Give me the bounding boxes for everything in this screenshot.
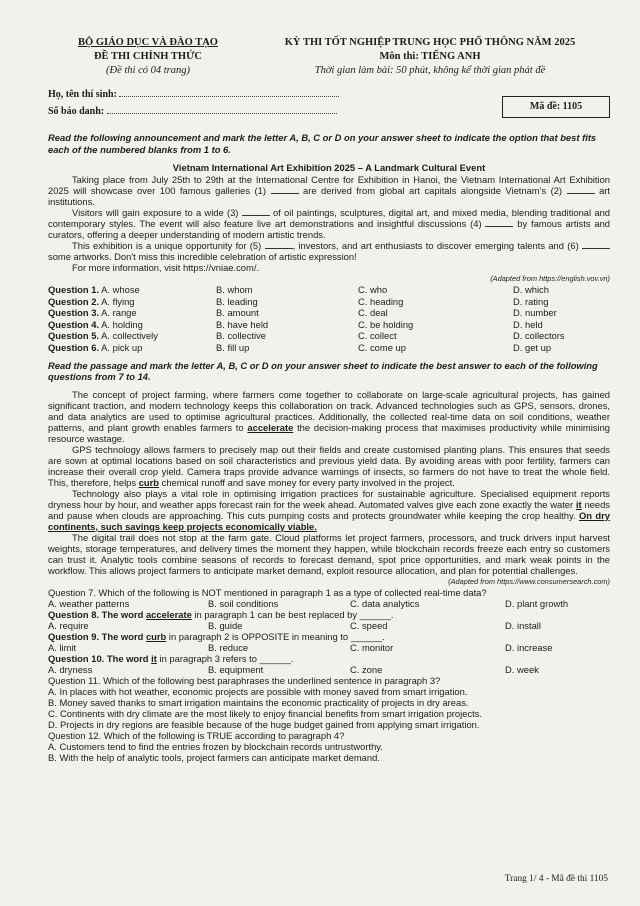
name-label: Họ, tên thí sinh:: [48, 89, 117, 100]
q2-c: C. heading: [358, 295, 404, 307]
ann-source: (Adapted from https://english.vov.vn): [490, 274, 610, 283]
pass-p3a: Technology also plays a vital role in optimising irrigation practices for sustainable agriculture. Specialised equipment reports dryness hour by hour, and weather apps forecast rain for the week ahead. Automated valves give each zone exactly the water: [48, 487, 610, 510]
q10-word: it: [151, 652, 157, 664]
q5-d: D. collectors: [513, 330, 565, 342]
q2-b: B. leading: [216, 295, 258, 307]
exam-title: KỲ THI TỐT NGHIỆP TRUNG HỌC PHỔ THÔNG NĂM 2025: [284, 37, 576, 48]
q6-b: B. fill up: [216, 341, 250, 353]
underlined-sentence: On dry continents, such savings keep projects economically viable.: [48, 509, 610, 532]
blank-2: [567, 185, 595, 194]
q10-d: D. week: [505, 663, 539, 675]
pass-source: (Adapted from https://www.consumersearch.com): [448, 576, 610, 586]
id-label: Số báo danh:: [48, 106, 105, 117]
ann-p3c: some artworks. Don't miss this incredible celebration of artistic expression!: [48, 251, 357, 262]
q9-a: A. limit: [48, 641, 77, 653]
candidate-info: [48, 86, 610, 120]
q6-c: C. come up: [358, 341, 406, 353]
q4-b: B. have held: [216, 318, 269, 330]
q9-b: B. reduce: [208, 641, 249, 653]
q3-c: C. deal: [358, 307, 388, 319]
blank-6: [582, 240, 610, 249]
q11-a: A. In places with hot weather, economic projects are possible with money saved from smart irrigation.: [48, 685, 468, 697]
ann-p4: For more information, visit https://vniae.com/.: [72, 262, 260, 273]
q8-b: B. guide: [208, 619, 243, 631]
word-curb: curb: [138, 476, 160, 488]
q7-a: A. weather patterns: [48, 597, 130, 609]
q4-c: C. be holding: [358, 318, 414, 330]
q8-c: C. speed: [350, 619, 388, 631]
ministry-name: BỘ GIÁO DỤC VÀ ĐÀO TẠO: [78, 37, 218, 48]
q7-b: B. soil conditions: [208, 597, 279, 609]
q9-d: D. increase: [505, 641, 553, 653]
reading-passage: [48, 389, 610, 587]
name-line: [119, 86, 339, 97]
q4-a: Question 4. A. holding: [48, 318, 143, 330]
pass-p1b: the decision-making process that maximises productivity while minimising resource wastage.: [48, 421, 611, 444]
q4-d: D. held: [513, 318, 543, 330]
announcement-title: Vietnam International Art Exhibition 2025 – A Landmark Cultural Event: [172, 162, 486, 173]
q5-a: Question 5. A. collectively: [48, 330, 158, 342]
word-accelerate: accelerate: [247, 421, 294, 433]
exam-header: [48, 36, 610, 78]
official-label: ĐỀ THI CHÍNH THỨC: [93, 51, 203, 62]
q7-stem: Question 7. Which of the following is NOT mentioned in paragraph 1 as a type of collected real-time data?: [48, 586, 487, 598]
q1-b: B. whom: [216, 284, 253, 295]
word-it: it: [575, 498, 582, 510]
q10-c: C. zone: [350, 663, 383, 675]
q10-b: B. equipment: [208, 663, 264, 675]
id-line: [107, 103, 337, 114]
q10-stem-b: in paragraph 3 refers to: [159, 652, 257, 664]
subject-label: Môn thi: TIẾNG ANH: [379, 51, 481, 62]
ann-p1a: Taking place from July 25th to 29th at the International Centre for Exhibition in Hanoi, the Vietnam International Art Exhibition 2025 will showcase over 100 famous galleries (1): [48, 174, 610, 196]
q8-stem-a: Question 8. The word: [48, 608, 144, 620]
blank-1: [271, 185, 299, 194]
q10-a: A. dryness: [48, 663, 93, 675]
q9-c: C. monitor: [350, 641, 394, 653]
page-count: (Đề thi có 04 trang): [106, 65, 190, 76]
q12-b: B. With the help of analytic tools, project farmers can anticipate market demand.: [48, 751, 380, 763]
questions-7-12: Question 7. Which of the following is NOT mentioned in paragraph 1 as a type of collected real-time data? A. weather patterns B. soil conditions C. data analytics D. plant growth Question 8. The word accelerate in paragraph 1 can be best replaced by ______. A. require B. guide C. speed D. install Question 9. The word curb in paragraph 2 is OPPOSITE in meaning to ______. A. limit B. reduce C. monitor D. increase Question 10. The word it in paragraph 3 refers to ______. A. dryness B. equipment C. zone D. week Question 11. Which of the following best paraphrases the underlined sentence in paragraph 3? A. In places with hot weather, economic projects are possible with money saved from smart irrigation. B. Money saved thanks to smart irrigation maintains the economic practicality of projects in dry areas. C. Continents with dry climate are the most likely to enjoy financial benefits from smart irrigation projects. D. Projects in dry regions are feasible because of the huge budget gained from applying smart irrigation. Question 12. Which of the following is TRUE according to paragraph 4? A. Customers tend to find the entries frozen by blockchain records untrustworthy. B. With the help of analytic tools, project farmers can anticipate market demand.: [48, 587, 610, 763]
ann-p1b: are derived from global art capitals alongside Vietnam's (2): [303, 185, 563, 196]
pass-p4: The digital trail does not stop at the farm gate. Cloud platforms let project farmers, processors, and truck drivers input harvest weights, storage temperatures, and delivery times the moment they happen, while blockchain records freeze each entry so customers can trust it. Analytic tools combine seasons of records to forecast demand, spot price opportunities, and mark weak points in the workflow. This allows project farmers to anticipate market demand, exploit resource allocation, and plan for potential challenges.: [48, 531, 610, 576]
q3-a: Question 3. A. range: [48, 307, 137, 319]
blank-4: [485, 218, 513, 227]
ann-p2b: of oil paintings, sculptures, digital art, and mixed media, blending traditional and contemporary styles. The event will also feature live art demonstrations and insightful discussions (4): [48, 207, 611, 229]
ann-p1c: art institutions.: [48, 185, 611, 207]
announcement: [48, 174, 610, 284]
q10-stem-a: Question 10. The word: [48, 652, 149, 664]
q3-d: D. number: [513, 307, 557, 319]
q3-b: B. amount: [216, 307, 259, 319]
q7-d: D. plant growth: [505, 597, 569, 609]
q8-stem-b: in paragraph 1 can be best replaced by: [194, 608, 358, 620]
q8-d: D. install: [505, 619, 541, 631]
q9-word: curb: [145, 630, 167, 642]
exam-code: Mã đề: 1105: [502, 96, 610, 118]
q11-stem: Question 11. Which of the following best paraphrases the underlined sentence in paragraph 3?: [48, 674, 441, 686]
q2-a: Question 2. A. flying: [48, 295, 135, 307]
q6-d: D. get up: [513, 341, 552, 353]
blank-5: [265, 240, 293, 249]
pass-p2a: GPS technology allows farmers to precisely map out their fields and create customised planting plans. This ensures that seeds are sown at optimal locations based on soil characteristics and previous yield data. By avoiding areas with poor fertility, farmers can increase their overall crop yield. Camera traps provide advance warnings of insects, so farmers do not have to treat the whole field. This, therefore, helps: [48, 443, 610, 488]
pass-p1a: The concept of project farming, where farmers come together to collaborate on large-scale agricultural projects, has gained significant traction, and modern technology keeps this collaboration on track. Advanced technologies such as GPS, sensors, drones, and data analytics are used to optimise agricultural practices. Additionally, the collected real-time data on soil conditions, weather patterns, and plant growth enables farmers to: [48, 388, 610, 433]
blank-3: [242, 207, 270, 216]
q12-a: A. Customers tend to find the entries frozen by blockchain records untrustworthy.: [48, 740, 383, 752]
ann-p3a: This exhibition is a unique opportunity for (5): [72, 240, 262, 251]
q2-d: D. rating: [513, 295, 549, 307]
pass-p3b: needs and pause when clouds are approaching. This cuts pumping costs and protects groundwater while keeping the crop healthy.: [48, 498, 610, 521]
page-footer: Trang 1/ 4 - Mã đề thi 1105: [504, 874, 608, 884]
questions-1-6: [48, 284, 610, 354]
q1-a: Question 1. A. whose: [48, 284, 140, 295]
q5-b: B. collective: [216, 330, 267, 342]
q6-a: Question 6. A. pick up: [48, 341, 143, 353]
part1-instruction: Read the following announcement and mark the letter A, B, C or D on your answer sheet to indicate the option that best fits each of the numbered blanks from 1 to 6.: [48, 132, 597, 155]
q9-stem-a: Question 9. The word: [48, 630, 144, 642]
q11-b: B. Money saved thanks to smart irrigation maintains the economic practicality of projects in dry areas.: [48, 696, 469, 708]
q8-word: accelerate: [145, 608, 192, 620]
q12-stem: Question 12. Which of the following is TRUE according to paragraph 4?: [48, 729, 345, 741]
q11-c: C. Continents with dry climate are the most likely to enjoy financial benefits from smart irrigation projects.: [48, 707, 483, 719]
ann-p3b: , investors, and art enthusiasts to discover emerging talents and (6): [292, 240, 579, 251]
ann-p2c: by famous artists and curators, offering a deeper understanding of modern artistic trends.: [48, 218, 610, 240]
q8-a: A. require: [48, 619, 89, 631]
q7-c: C. data analytics: [350, 597, 420, 609]
time-label: Thời gian làm bài: 50 phút, không kể thời gian phát đề: [314, 65, 546, 76]
header-left: [48, 36, 248, 78]
ann-p2a: Visitors will gain exposure to a wide (3): [72, 207, 239, 218]
pass-p2b: chemical runoff and save money for every party involved in the project.: [161, 476, 455, 488]
q5-c: C. collect: [358, 330, 397, 342]
header-right: [250, 36, 610, 78]
q9-stem-b: in paragraph 2 is OPPOSITE in meaning to: [168, 630, 349, 642]
part2-instruction: Read the passage and mark the letter A, B, C or D on your answer sheet to indicate the best answer to each of the following questions from 7 to 14.: [48, 359, 598, 383]
q1-c: C. who: [358, 284, 388, 295]
q1-d: D. which: [513, 284, 549, 295]
q11-d: D. Projects in dry regions are feasible because of the huge budget gained from applying smart irrigation.: [48, 718, 480, 730]
